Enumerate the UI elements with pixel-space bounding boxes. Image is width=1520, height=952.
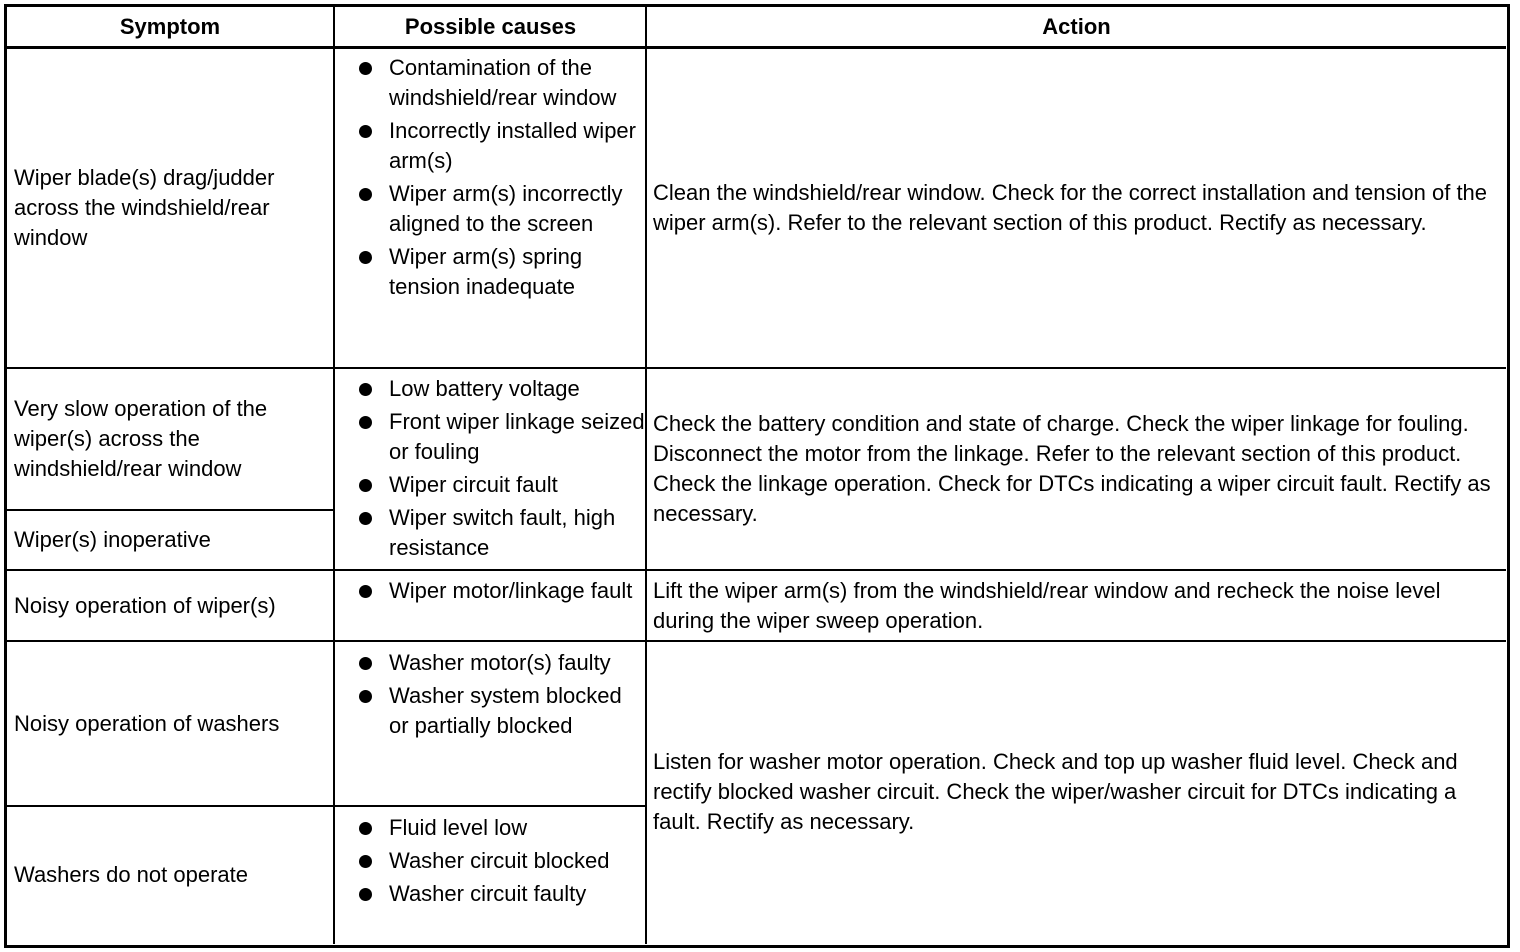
causes-cell xyxy=(335,53,646,367)
causes-list xyxy=(335,576,632,609)
symptom-cell xyxy=(6,49,324,367)
header-possible-causes: Possible causes xyxy=(404,14,577,39)
action-text: Lift the wiper arm(s) from the windshield/rear window and recheck the noise level during the wiper sweep operation. xyxy=(653,577,1441,633)
bullet-icon xyxy=(359,188,372,201)
bullet-icon xyxy=(359,416,372,429)
symptom-text: Very slow operation of the wiper(s) across the windshield/rear window xyxy=(14,396,268,481)
symptom-cell xyxy=(6,369,324,509)
cause-item: Wiper circuit fault xyxy=(335,470,646,500)
bullet-icon xyxy=(359,657,372,670)
causes-list xyxy=(335,813,609,912)
cause-item: Low battery voltage xyxy=(335,374,646,404)
symptom-text: Noisy operation of wiper(s) xyxy=(14,592,276,618)
bullet-icon xyxy=(359,383,372,396)
action-cell xyxy=(647,49,1506,367)
symptom-text: Wiper blade(s) drag/judder across the windshield/rear window xyxy=(14,165,275,250)
causes-list xyxy=(335,53,646,305)
cause-item: Contamination of the windshield/rear window xyxy=(335,53,646,113)
causes-cell xyxy=(335,576,646,640)
cause-item: Wiper arm(s) spring tension inadequate xyxy=(335,242,646,302)
header-symptom: Symptom xyxy=(119,14,221,39)
bullet-icon xyxy=(359,251,372,264)
bullet-icon xyxy=(359,822,372,835)
cause-item: Wiper arm(s) incorrectly aligned to the screen xyxy=(335,179,646,239)
action-text: Listen for washer motor operation. Check and top up washer fluid level. Check and rectify blocked washer circuit. Check the wiper/washer circuit for DTCs indicating a fault. Rectify as necessary. xyxy=(653,749,1458,834)
bullet-icon xyxy=(359,585,372,598)
cause-item: Wiper motor/linkage fault xyxy=(335,576,632,606)
cause-item: Incorrectly installed wiper arm(s) xyxy=(335,116,646,176)
bullet-icon xyxy=(359,855,372,868)
cause-item: Wiper switch fault, high resistance xyxy=(335,503,646,563)
action-cell xyxy=(647,369,1506,569)
header-action: Action xyxy=(1042,14,1111,39)
bullet-icon xyxy=(359,479,372,492)
bullet-icon xyxy=(359,690,372,703)
cause-item: Washer motor(s) faulty xyxy=(335,648,646,678)
causes-cell xyxy=(335,648,646,805)
symptom-text: Washers do not operate xyxy=(14,861,248,887)
cause-item: Washer circuit faulty xyxy=(335,879,609,909)
causes-list xyxy=(335,648,646,744)
action-text: Clean the windshield/rear window. Check for the correct installation and tension of the wiper arm(s). Refer to the relevant section of this product. Rectify as necessary. xyxy=(653,180,1488,235)
cause-item: Front wiper linkage seized or fouling xyxy=(335,407,646,467)
symptom-cell xyxy=(6,511,324,569)
bullet-icon xyxy=(359,888,372,901)
causes-cell xyxy=(335,813,646,942)
symptom-text: Noisy operation of washers xyxy=(14,710,280,736)
causes-list xyxy=(335,374,646,566)
bullet-icon xyxy=(359,62,372,75)
action-cell xyxy=(647,642,1506,942)
symptom-cell xyxy=(6,642,324,805)
action-text: Check the battery condition and state of charge. Check the wiper linkage for fouling. Disconnect the motor from the linkage. Refer to the relevant section of this product. Check the linkage operation. Check for DTCs indicating a wiper circuit fault. Rectify as necessary. xyxy=(653,411,1491,526)
cause-item: Fluid level low xyxy=(335,813,609,843)
symptom-cell xyxy=(6,571,324,640)
symptom-text: Wiper(s) inoperative xyxy=(14,527,211,552)
cause-item: Washer system blocked or partially blocked xyxy=(335,681,646,741)
bullet-icon xyxy=(359,125,372,138)
bullet-icon xyxy=(359,512,372,525)
symptom-cell xyxy=(6,807,324,942)
causes-cell xyxy=(335,374,646,569)
cause-item: Washer circuit blocked xyxy=(335,846,609,876)
action-cell xyxy=(647,571,1506,640)
